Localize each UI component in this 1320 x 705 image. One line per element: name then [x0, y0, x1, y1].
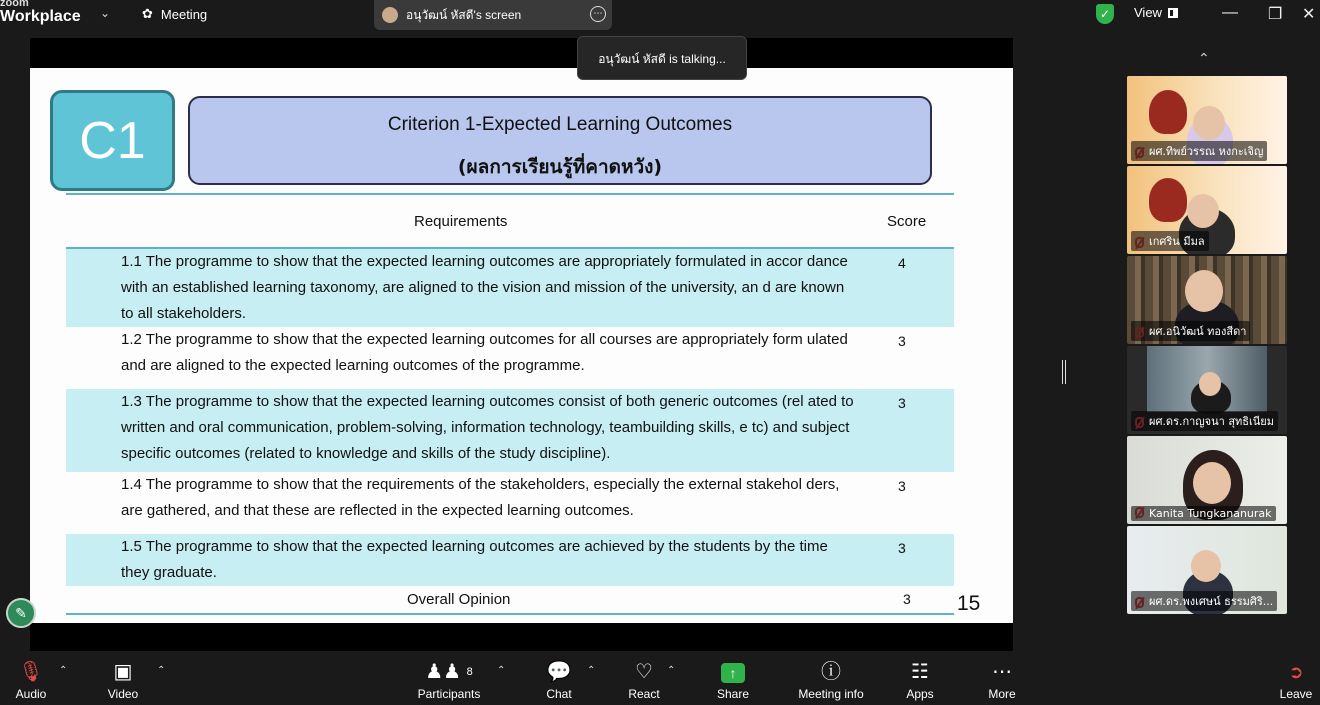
page-number: 15	[957, 592, 981, 615]
close-icon[interactable]: ✕	[1302, 6, 1316, 23]
meeting-info-button[interactable]: ⓘ Meeting info	[794, 659, 868, 701]
participants-button[interactable]: ♟♟ $^8$ Participants	[417, 661, 481, 701]
participant-tile[interactable]: ผศ.ดร.กาญจนา สุทธิเนียม	[1127, 346, 1287, 434]
talking-indicator: อนุวัฒน์ หัสดี is talking...	[577, 36, 747, 80]
leave-door-icon: ➲	[1288, 662, 1304, 682]
screen-share-indicator[interactable]: อนุวัฒน์ หัสดี's screen ⋯	[374, 0, 612, 30]
chat-button[interactable]: 💬 Chat	[540, 659, 578, 701]
react-button[interactable]: ♡ React	[624, 659, 664, 701]
score-header: Score	[887, 213, 927, 230]
table-row: 1.3 The programme to show that the expected learning outcomes consist of both generic outcomes (rel ated to written and oral communication, problem-solving, information technology, teambuilding skills, e tc) and subject specific outcomes (related to knowledge and skills of the study discipline). 3	[66, 389, 954, 472]
slide-title-box	[188, 96, 932, 185]
participant-tile[interactable]: เกศริน มีมล	[1127, 166, 1287, 254]
react-caret-icon[interactable]: ⌃	[667, 665, 676, 676]
overall-label: Overall Opinion	[407, 591, 511, 608]
shared-slide	[30, 68, 1013, 623]
zoom-logo: zoom Workplace	[0, 0, 81, 25]
requirements-header: Requirements	[414, 213, 508, 230]
participant-tile[interactable]: ผศ.ทิพย์วรรณ หงกะเจิญ	[1127, 76, 1287, 164]
divider	[66, 193, 954, 195]
participants-icon: ♟♟	[425, 661, 462, 683]
apps-icon: ☷	[911, 661, 929, 683]
view-layout-icon	[1168, 8, 1178, 18]
slide-title-english: Criterion 1-Expected Learning Outcomes	[387, 114, 733, 135]
app-menu-chevron-icon[interactable]: ⌄	[100, 6, 111, 20]
divider	[66, 613, 954, 615]
overall-score: 3	[903, 591, 911, 607]
participant-tile[interactable]: ผศ.อนิวัฒน์ ทองสีดา	[1127, 256, 1287, 344]
participant-tile[interactable]: ผศ.ดร.พงเศษน์ ธรรมศิริ...	[1127, 526, 1287, 614]
share-button[interactable]: ↑ Share	[716, 665, 750, 701]
paw-icon: ✿	[142, 6, 153, 21]
emblem	[1149, 90, 1187, 134]
panel-resize-handle[interactable]	[1062, 360, 1066, 384]
audio-button[interactable]: 🎙 Audio	[10, 659, 52, 701]
chevron-up-icon[interactable]: ⌃	[1198, 50, 1210, 66]
view-button[interactable]: View	[1134, 5, 1178, 20]
table-row: 1.1 The programme to show that the expected learning outcomes are appropriately formulated in accor dance with an established learning taxonomy, are aligned to the vision and mission of the university, an d are known to all stakeholders. 4	[66, 249, 954, 327]
mic-muted-icon: 🎙	[18, 661, 44, 683]
annotate-pencil-icon[interactable]: ✎	[6, 598, 36, 628]
apps-button[interactable]: ☷ Apps	[900, 659, 940, 701]
security-shield-icon[interactable]: ✓	[1096, 4, 1114, 24]
slide-title-thai: (ผลการเรียนรู้ที่คาดหวัง)	[457, 156, 663, 178]
audio-options-caret-icon[interactable]: ⌃	[59, 665, 68, 676]
video-options-caret-icon[interactable]: ⌃	[157, 665, 166, 676]
minimize-icon[interactable]: —	[1222, 4, 1238, 21]
meeting-menu[interactable]: ✿ Meeting	[142, 6, 208, 22]
table-row: 1.5 The programme to show that the expected learning outcomes are achieved by the students by the time they graduate. 3	[66, 534, 954, 586]
leave-button[interactable]: ➲ Leave	[1276, 659, 1316, 701]
criterion-badge: C1	[50, 90, 175, 191]
top-bar	[0, 0, 1320, 30]
more-dots-icon: ⋯	[992, 661, 1012, 683]
restore-icon[interactable]: ❐	[1268, 6, 1283, 23]
emblem	[1149, 178, 1187, 222]
more-options-icon[interactable]: ⋯	[590, 6, 606, 22]
meeting-toolbar	[0, 651, 1320, 705]
video-button[interactable]: ▣ Video	[102, 659, 144, 701]
presenter-avatar	[382, 7, 398, 23]
participants-count: 8	[466, 666, 473, 678]
overall-row	[66, 586, 954, 614]
more-button[interactable]: ⋯ More	[982, 659, 1022, 701]
table-row: 1.2 The programme to show that the expected learning outcomes for all courses are appropriately form ulated and are aligned to the expected learning outcomes of the programme. 3	[121, 331, 906, 374]
participant-tile[interactable]: Kanita Tungkananurak	[1127, 436, 1287, 524]
chat-caret-icon[interactable]: ⌃	[587, 665, 596, 676]
share-arrow-icon: ↑	[721, 663, 745, 683]
participants-caret-icon[interactable]: ⌃	[497, 665, 506, 676]
heart-icon: ♡	[635, 661, 653, 683]
info-icon: ⓘ	[821, 661, 841, 683]
table-row: 1.4 The programme to show that the requirements of the stakeholders, especially the external stakehol ders, are gathered, and that these are reflected in the expected learning outcomes. 3	[121, 476, 906, 519]
chat-bubble-icon: 💬	[546, 661, 572, 683]
video-camera-icon: ▣	[113, 661, 133, 683]
